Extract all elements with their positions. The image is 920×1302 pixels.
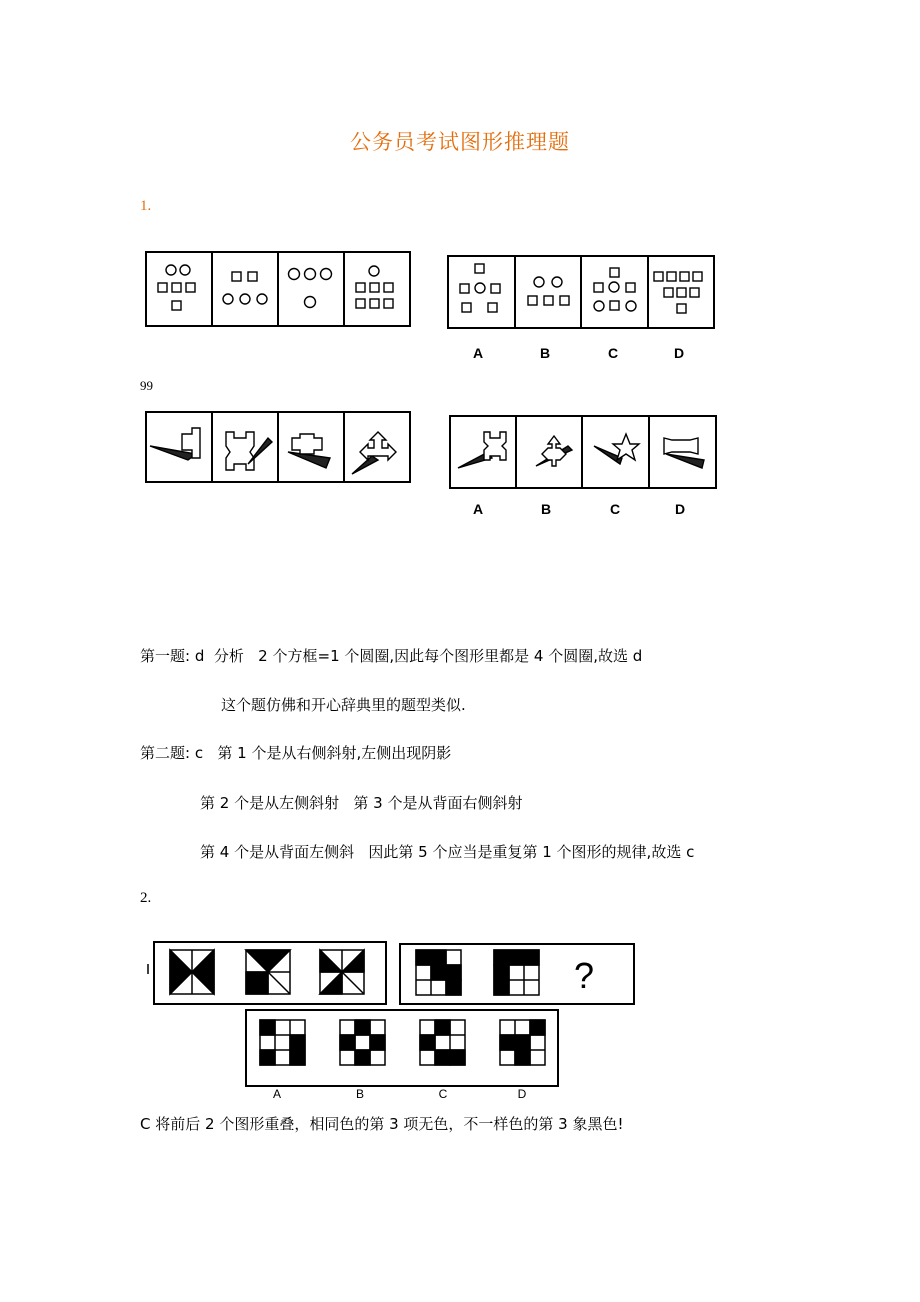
- answer-2-line-1: 第二题: c 第 1 个是从右侧斜射,左侧出现阴影: [140, 744, 452, 762]
- answer-1-line-2: 这个题仿佛和开心辞典里的题型类似.: [221, 696, 466, 714]
- q1-row2-option-a: A: [473, 501, 484, 517]
- page-title: 公务员考试图形推理题: [350, 130, 570, 154]
- q2-option-c: C: [438, 1087, 448, 1098]
- question-1-figure: [136, 246, 726, 536]
- q1-options-row-2: [473, 501, 713, 521]
- q1-row1-option-a: A: [473, 345, 484, 361]
- q2-option-b: B: [355, 1087, 365, 1098]
- q1-row1-option-d: D: [674, 345, 685, 361]
- q1-options-row-1: [473, 345, 713, 365]
- q2-option-d: D: [517, 1087, 527, 1098]
- q1-row1-option-c: C: [608, 345, 619, 361]
- question-mark: ?: [574, 955, 595, 996]
- q1-row1-option-b: B: [540, 345, 551, 361]
- q1-row2-option-d: D: [675, 501, 686, 517]
- answer-2-line-2: 第 2 个是从左侧斜射 第 3 个是从背面右侧斜射: [200, 794, 523, 812]
- question-number-2: 2.: [140, 890, 152, 906]
- q1-row2-option-c: C: [610, 501, 621, 517]
- answer-2-line-3: 第 4 个是从背面左侧斜 因此第 5 个应当是重复第 1 个图形的规律,故选 c: [200, 843, 695, 861]
- answer-1-line-1: 第一题: d 分析 2 个方框=1 个圆圈,因此每个图形里都是 4 个圆圈,故选 d: [140, 647, 643, 665]
- question-2-figure: [144, 938, 644, 1098]
- question-number-1: 1.: [140, 198, 152, 214]
- q2-option-a: A: [272, 1087, 282, 1098]
- q1-row2-option-b: B: [541, 501, 552, 517]
- stray-number: 99: [140, 378, 153, 393]
- answer-3-line: C 将前后 2 个图形重叠，相同色的第 3 项无色，不一样色的第 3 象黑色!: [140, 1115, 624, 1133]
